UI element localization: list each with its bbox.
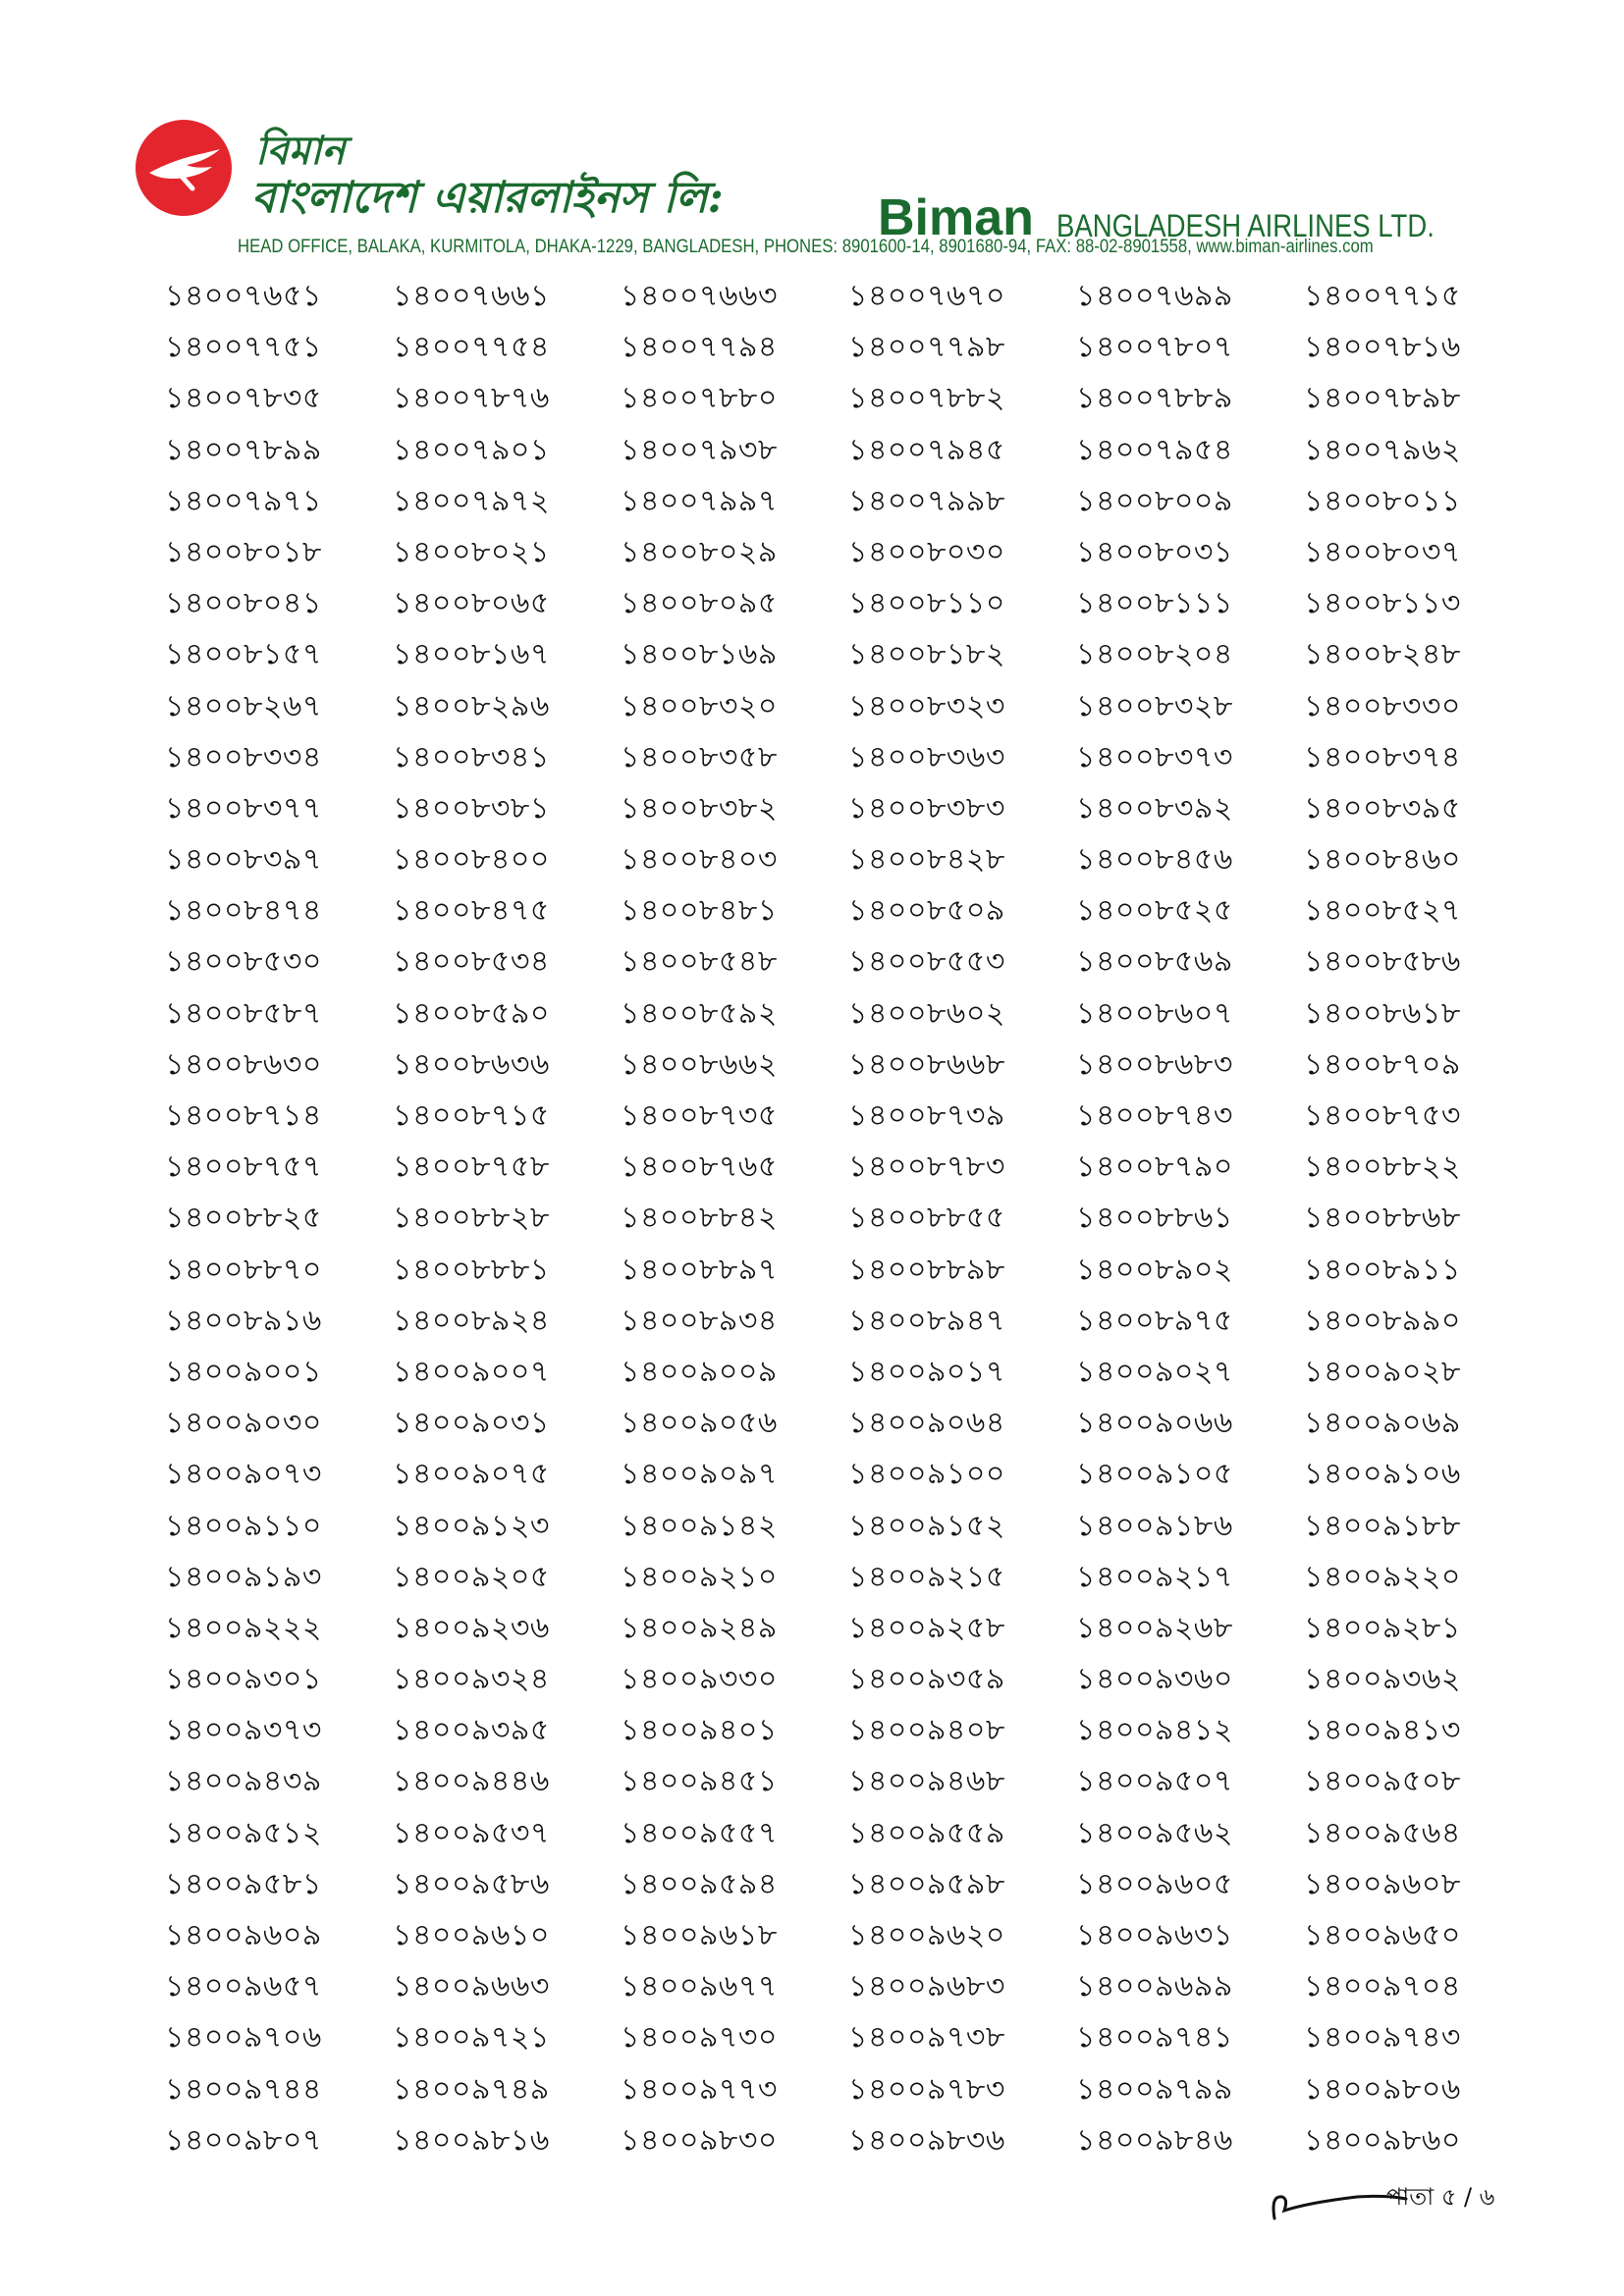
serial-number-cell: ১৪০০৮১৮২ [848,637,1005,672]
serial-number-cell: ১৪০০৮৭৩৫ [621,1098,778,1133]
serial-number-cell: ১৪০০৯৫৯৮ [848,1866,1005,1901]
serial-number-cell: ১৪০০৮৫৩৪ [393,944,550,980]
serial-number-cell: ১৪০০৯২৪৯ [621,1610,778,1645]
serial-number-cell: ১৪০০৭৬৬৩ [621,279,778,313]
serial-number-cell: ১৪০০৮৭৮৩ [848,1149,1005,1185]
serial-number-cell: ১৪০০৯৭০৬ [165,2020,322,2056]
serial-number-cell: ১৪০০৮৫৩০ [165,944,322,980]
serial-number-cell: ১৪০০৯৩৭৩ [165,1713,322,1748]
serial-number-cell: ১৪০০৮২৪৮ [1304,637,1461,672]
serial-number-cell: ১৪০০৮১১০ [848,586,1005,621]
head-office-address: HEAD OFFICE, BALAKA, KURMITOLA, DHAKA-1229, BANGLADESH, PHONES: 8901600-14, 8901680-94, FAX: 88-02-8901558, www.biman-airlines.com [238,237,1374,257]
serial-number-cell: ১৪০০৮৩৪১ [393,739,550,774]
serial-number-cell: ১৪০০৮৬১৮ [1304,995,1461,1031]
serial-number-cell: ১৪০০৮৯১৬ [165,1303,322,1338]
serial-number-cell: ১৪০০৮৩৭৪ [1304,739,1461,774]
serial-number-cell: ১৪০০৯৩৬০ [1076,1662,1233,1697]
serial-number-cell: ১৪০০৮৩৫৮ [621,739,778,774]
serial-number-cell: ১৪০০৮২৯৬ [393,688,550,723]
serial-number-cell: ১৪০০৯০২৮ [1304,1354,1461,1389]
serial-number-cell: ১৪০০৮৩৯২ [1076,790,1233,826]
serial-number-cell: ১৪০০৯০৬৬ [1076,1406,1233,1441]
serial-number-cell: ১৪০০৮৬৬৮ [848,1046,1005,1082]
serial-number-cell: ১৪০০৮৪২৮ [848,842,1005,878]
serial-number-cell: ১৪০০৮৩২৩ [848,688,1005,723]
serial-number-cell: ১৪০০৯২৫৮ [848,1610,1005,1645]
serial-number-cell: ১৪০০৯২১৭ [1076,1559,1233,1594]
serial-number-cell: ১৪০০৯৭৩০ [621,2020,778,2056]
serial-number-cell: ১৪০০৭৬৯৯ [1076,279,1233,313]
serial-number-cell: ১৪০০৯১৪২ [621,1508,778,1543]
serial-number-cell: ১৪০০৯৫৫৭ [621,1815,778,1850]
serial-number-cell: ১৪০০৭৯৫৪ [1076,432,1233,467]
serial-number-cell: ১৪০০৯১০০ [848,1457,1005,1492]
serial-number-cell: ১৪০০৯০৯৭ [621,1457,778,1492]
serial-number-cell: ১৪০০৮৯৭৫ [1076,1303,1233,1338]
serial-number-cell: ১৪০০৯৮৩০ [621,2122,778,2158]
serial-number-cell: ১৪০০৯৫৩৭ [393,1815,550,1850]
serial-number-cell: ১৪০০৯৬৩১ [1076,1918,1233,1952]
serial-number-cell: ১৪০০৯৭৮৩ [848,2071,1005,2107]
letterhead [135,116,1510,273]
serial-number-cell: ১৪০০৯৬০৯ [165,1918,322,1952]
serial-number-cell: ১৪০০৮৮৭০ [165,1252,322,1287]
serial-number-cell: ১৪০০৮০৬৫ [393,586,550,621]
serial-number-cell: ১৪০০৯৬৫০ [1304,1918,1461,1952]
serial-number-cell: ১৪০০৮৪৭৪ [165,893,322,929]
serial-number-cell: ১৪০০৭৭৯৪ [621,330,778,365]
serial-number-cell: ১৪০০৯৪৪৬ [393,1764,550,1799]
serial-number-cell: ১৪০০৭৭৫৪ [393,330,550,365]
serial-number-cell: ১৪০০৯১০৫ [1076,1457,1233,1492]
serial-number-cell: ১৪০০৯২২০ [1304,1559,1461,1594]
serial-number-cell: ১৪০০৯৩২৪ [393,1662,550,1697]
serial-number-cell: ১৪০০৯৬৯৯ [1076,1969,1233,2004]
serial-number-cell: ১৪০০৭৯৪৫ [848,432,1005,467]
serial-number-cell: ১৪০০৭৯৭১ [165,483,322,518]
serial-number-cell: ১৪০০৭৮৩৫ [165,381,322,416]
serial-number-cell: ১৪০০৭৬৫১ [165,279,322,313]
serial-number-cell: ১৪০০৯৮৩৬ [848,2122,1005,2158]
serial-number-cell: ১৪০০৯৫৬৪ [1304,1815,1461,1850]
serial-number-cell: ১৪০০৮৮৮১ [393,1252,550,1287]
serial-number-cell: ১৪০০৮৫৫৩ [848,944,1005,980]
serial-number-cell: ১৪০০৮৫৯২ [621,995,778,1031]
serial-number-cell: ১৪০০৭৮৭৬ [393,381,550,416]
serial-number-cell: ১৪০০৭৭৫১ [165,330,322,365]
page-footer [1269,2175,1524,2224]
serial-number-cell: ১৪০০৮৯৩৪ [621,1303,778,1338]
serial-number-cell: ১৪০০৮৮৫৫ [848,1201,1005,1236]
serial-number-cell: ১৪০০৯০১৭ [848,1354,1005,1389]
serial-number-cell: ১৪০০৮৩৩৪ [165,739,322,774]
serial-number-cell: ১৪০০৮৮৬১ [1076,1201,1233,1236]
serial-number-cell: ১৪০০৯৪৩৯ [165,1764,322,1799]
serial-number-cell: ১৪০০৮৭৫৮ [393,1149,550,1185]
serial-number-cell: ১৪০০৮৫৬৯ [1076,944,1233,980]
serial-number-cell: ১৪০০৯৩৯৫ [393,1713,550,1748]
serial-number-cell: ১৪০০৯১৯৩ [165,1559,322,1594]
serial-number-cell: ১৪০০৮৩৯৫ [1304,790,1461,826]
serial-number-cell: ১৪০০৮৯৪৭ [848,1303,1005,1338]
serial-number-cell: ১৪০০৭৯৯৭ [621,483,778,518]
serial-number-cell: ১৪০০৮১৬৭ [393,637,550,672]
serial-number-cell: ১৪০০৮৩৩০ [1304,688,1461,723]
serial-number-cell: ১৪০০৯৮০৬ [1304,2071,1461,2107]
serial-number-cell: ১৪০০৯৭৩৮ [848,2020,1005,2056]
serial-number-cell: ১৪০০৯৪১২ [1076,1713,1233,1748]
serial-number-cell: ১৪০০৮৭৫৩ [1304,1098,1461,1133]
serial-number-cell: ১৪০০৮৩৭৩ [1076,739,1233,774]
brand-english-subtitle: BANGLADESH AIRLINES LTD. [1056,208,1435,243]
serial-number-cell: ১৪০০৯৬৭৭ [621,1969,778,2004]
serial-number-cell: ১৪০০৮৩৯৭ [165,842,322,878]
serial-number-cell: ১৪০০৮০৩১ [1076,534,1233,569]
serial-number-cell: ১৪০০৮৬০৭ [1076,995,1233,1031]
serial-number-cell: ১৪০০৯৭৪৪ [165,2071,322,2107]
serial-number-cell: ১৪০০৮৫৮৬ [1304,944,1461,980]
serial-number-cell: ১৪০০৯৬৫৭ [165,1969,322,2004]
serial-number-cell: ১৪০০৮৭৯০ [1076,1149,1233,1185]
serial-number-cell: ১৪০০৭৮১৬ [1304,330,1461,365]
serial-number-cell: ১৪০০৯০৩০ [165,1406,322,1441]
serial-number-cell: ১৪০০৯১৮৬ [1076,1508,1233,1543]
serial-number-cell: ১৪০০৯৫৮৬ [393,1866,550,1901]
serial-number-cell: ১৪০০৮৩৮৩ [848,790,1005,826]
serial-number-cell: ১৪০০৭৮৮০ [621,381,778,416]
serial-number-cell: ১৪০০৮০২১ [393,534,550,569]
serial-number-cell: ১৪০০৮১৫৭ [165,637,322,672]
serial-number-cell: ১৪০০৯৭০৪ [1304,1969,1461,2004]
serial-number-cell: ১৪০০৯৫০৮ [1304,1764,1461,1799]
serial-number-cell: ১৪০০৮৯৯০ [1304,1303,1461,1338]
serial-number-cell: ১৪০০৭৬৭০ [848,279,1005,313]
serial-number-cell: ১৪০০৮০৪১ [165,586,322,621]
serial-number-cell: ১৪০০৯১১০ [165,1508,322,1543]
serial-number-cell: ১৪০০৮৮৯৮ [848,1252,1005,1287]
serial-number-cell: ১৪০০৯৪০১ [621,1713,778,1748]
serial-number-cell: ১৪০০৯১৫২ [848,1508,1005,1543]
serial-number-cell: ১৪০০৮৪৮১ [621,893,778,929]
serial-number-cell: ১৪০০৯০০১ [165,1354,322,1389]
serial-number-cell: ১৪০০৯০০৯ [621,1354,778,1389]
serial-number-cell: ১৪০০৮৭৪৩ [1076,1098,1233,1133]
serial-number-cell: ১৪০০৯৭৭৩ [621,2071,778,2107]
serial-number-table [165,271,1500,2166]
serial-number-cell: ১৪০০৮৮২৮ [393,1201,550,1236]
serial-number-cell: ১৪০০৯৬০৮ [1304,1866,1461,1901]
serial-number-cell: ১৪০০৯০০৭ [393,1354,550,1389]
serial-number-cell: ১৪০০৯১৮৮ [1304,1508,1461,1543]
serial-number-cell: ১৪০০৭৭১৫ [1304,279,1461,313]
serial-number-cell: ১৪০০৮৩৬৩ [848,739,1005,774]
serial-number-cell: ১৪০০৭৭৯৮ [848,330,1005,365]
serial-number-cell: ১৪০০৯৫৬২ [1076,1815,1233,1850]
brand-bengali-line2: বাংলাদেশ এয়ারলাইনস লি: [251,173,724,223]
serial-number-cell: ১৪০০৯৩৬২ [1304,1662,1461,1697]
serial-number-cell: ১৪০০৮৭৬৫ [621,1149,778,1185]
serial-number-cell: ১৪০০৮৮৬৮ [1304,1201,1461,1236]
serial-number-cell: ১৪০০৯৬১০ [393,1918,550,1952]
serial-number-cell: ১৪০০৯৪৬৮ [848,1764,1005,1799]
serial-number-cell: ১৪০০৮১১১ [1076,586,1233,621]
serial-number-cell: ১৪০০৯৩০১ [165,1662,322,1697]
serial-number-cell: ১৪০০৯৭২১ [393,2020,550,2056]
serial-number-cell: ১৪০০৯০৫৬ [621,1406,778,1441]
serial-number-cell: ১৪০০৯৮১৬ [393,2122,550,2158]
serial-number-cell: ১৪০০৯২৬৮ [1076,1610,1233,1645]
serial-number-cell: ১৪০০৮৩৮২ [621,790,778,826]
serial-number-cell: ১৪০০৮৮২৫ [165,1201,322,1236]
serial-number-cell: ১৪০০৯৮৬০ [1304,2122,1461,2158]
serial-number-cell: ১৪০০৯০৬৯ [1304,1406,1461,1441]
serial-number-cell: ১৪০০৮০৩০ [848,534,1005,569]
serial-number-cell: ১৪০০৮০১১ [1304,483,1461,518]
serial-number-cell: ১৪০০৮৬৬২ [621,1046,778,1082]
serial-number-cell: ১৪০০৮৪০০ [393,842,550,878]
serial-number-cell: ১৪০০৭৯৯৮ [848,483,1005,518]
serial-number-cell: ১৪০০৮৬৮৩ [1076,1046,1233,1082]
serial-number-cell: ১৪০০৯৭৪১ [1076,2020,1233,2056]
serial-number-cell: ১৪০০৯৬১৮ [621,1918,778,1952]
serial-number-cell: ১৪০০৯৭৪৩ [1304,2020,1461,2056]
serial-number-cell: ১৪০০৯১০৬ [1304,1457,1461,1492]
serial-number-cell: ১৪০০৮৯১১ [1304,1252,1461,1287]
serial-number-cell: ১৪০০৯২১৫ [848,1559,1005,1594]
serial-number-cell: ১৪০০৮৬০২ [848,995,1005,1031]
serial-number-cell: ১৪০০৯৭৯৯ [1076,2071,1233,2107]
serial-number-cell: ১৪০০৮৭০৯ [1304,1046,1461,1082]
serial-number-cell: ১৪০০৮০৯৫ [621,586,778,621]
serial-number-cell: ১৪০০৮৪০৩ [621,842,778,878]
serial-number-cell: ১৪০০৯৫৯৪ [621,1866,778,1901]
serial-number-cell: ১৪০০৯৮৪৬ [1076,2122,1233,2158]
serial-number-cell: ১৪০০৯০৭৩ [165,1457,322,1492]
serial-number-cell: ১৪০০৮৯০২ [1076,1252,1233,1287]
serial-number-cell: ১৪০০৮৮৪২ [621,1201,778,1236]
serial-number-cell: ১৪০০৭৮৯৯ [165,432,322,467]
serial-number-cell: ১৪০০৮৭১৫ [393,1098,550,1133]
serial-number-cell: ১৪০০৮০১৮ [165,534,322,569]
serial-number-cell: ১৪০০৯১২৩ [393,1508,550,1543]
biman-logo-icon [135,120,232,216]
serial-number-cell: ১৪০০৯২০৫ [393,1559,550,1594]
serial-number-cell: ১৪০০৮৫৪৮ [621,944,778,980]
serial-number-cell: ১৪০০৮৮৯৭ [621,1252,778,1287]
serial-number-cell: ১৪০০৮৩৮১ [393,790,550,826]
serial-number-cell: ১৪০০৭৮৮২ [848,381,1005,416]
page-number: পাতা ৫ / ৬ [1386,2183,1495,2211]
serial-number-cell: ১৪০০৯৬৮৩ [848,1969,1005,2004]
crane-icon [135,120,232,216]
serial-number-cell: ১৪০০৭৮০৭ [1076,330,1233,365]
serial-number-cell: ১৪০০৭৯৬২ [1304,432,1461,467]
serial-number-cell: ১৪০০৮৪৫৬ [1076,842,1233,878]
serial-number-cell: ১৪০০৯৬২০ [848,1918,1005,1952]
serial-number-cell: ১৪০০৯৬০৫ [1076,1866,1233,1901]
serial-number-cell: ১৪০০৮৫০৯ [848,893,1005,929]
serial-number-cell: ১৪০০৯৬৬৩ [393,1969,550,2004]
serial-number-cell: ১৪০০৮১৬৯ [621,637,778,672]
serial-number-cell: ১৪০০৮৮২২ [1304,1149,1461,1185]
serial-number-cell: ১৪০০৯২৩৬ [393,1610,550,1645]
serial-number-cell: ১৪০০৮৫২৭ [1304,893,1461,929]
serial-number-cell: ১৪০০৯২৮১ [1304,1610,1461,1645]
serial-number-cell: ১৪০০৮০২৯ [621,534,778,569]
serial-number-cell: ১৪০০৯২২২ [165,1610,322,1645]
serial-number-cell: ১৪০০৮৪৭৫ [393,893,550,929]
serial-number-cell: ১৪০০৮০৩৭ [1304,534,1461,569]
serial-number-cell: ১৪০০৭৯৭২ [393,483,550,518]
serial-number-cell: ১৪০০৯০৬৪ [848,1406,1005,1441]
serial-number-cell: ১৪০০৮৭১৪ [165,1098,322,1133]
serial-number-cell: ১৪০০৯৪০৮ [848,1713,1005,1748]
serial-number-cell: ১৪০০৯৩৩০ [621,1662,778,1697]
serial-number-cell: ১৪০০৯৫০৭ [1076,1764,1233,1799]
serial-number-cell: ১৪০০৯৫৫৯ [848,1815,1005,1850]
serial-number-cell: ১৪০০৯০৩১ [393,1406,550,1441]
serial-number-cell: ১৪০০৮৭৫৭ [165,1149,322,1185]
brand-bengali-line1: বিমান [255,128,346,174]
serial-number-cell: ১৪০০৭৬৬১ [393,279,550,313]
serial-number-cell: ১৪০০৮৬৩০ [165,1046,322,1082]
serial-number-cell: ১৪০০৮৭৩৯ [848,1098,1005,1133]
serial-number-cell: ১৪০০৯০২৭ [1076,1354,1233,1389]
serial-number-cell: ১৪০০৮৫৮৭ [165,995,322,1031]
serial-number-cell: ১৪০০৯৫৮১ [165,1866,322,1901]
serial-number-cell: ১৪০০৭৯৩৮ [621,432,778,467]
serial-number-cell: ১৪০০৯৮০৭ [165,2122,322,2158]
serial-number-cell: ১৪০০৮৫২৫ [1076,893,1233,929]
serial-number-cell: ১৪০০৮৩২৮ [1076,688,1233,723]
serial-number-cell: ১৪০০৯৪৫১ [621,1764,778,1799]
serial-number-cell: ১৪০০৮৩২০ [621,688,778,723]
serial-number-cell: ১৪০০৯৩৫৯ [848,1662,1005,1697]
serial-number-cell: ১৪০০৯৪১৩ [1304,1713,1461,1748]
serial-number-cell: ১৪০০৭৮৯৮ [1304,381,1461,416]
serial-number-cell: ১৪০০৮৬৩৬ [393,1046,550,1082]
serial-number-cell: ১৪০০৮২৬৭ [165,688,322,723]
serial-number-cell: ১৪০০৮১১৩ [1304,586,1461,621]
serial-number-cell: ১৪০০৯৭৪৯ [393,2071,550,2107]
serial-number-cell: ১৪০০৮৪৬০ [1304,842,1461,878]
serial-number-cell: ১৪০০৯৫১২ [165,1815,322,1850]
serial-number-cell: ১৪০০৯২১০ [621,1559,778,1594]
serial-number-cell: ১৪০০৮০০৯ [1076,483,1233,518]
brand-english: Biman [878,189,1034,246]
serial-number-cell: ১৪০০৭৯০১ [393,432,550,467]
serial-number-cell: ১৪০০৭৮৮৯ [1076,381,1233,416]
serial-number-cell: ১৪০০৮২০৪ [1076,637,1233,672]
serial-number-cell: ১৪০০৯০৭৫ [393,1457,550,1492]
serial-number-cell: ১৪০০৮৩৭৭ [165,790,322,826]
serial-number-cell: ১৪০০৮৫৯০ [393,995,550,1031]
serial-number-cell: ১৪০০৮৯২৪ [393,1303,550,1338]
